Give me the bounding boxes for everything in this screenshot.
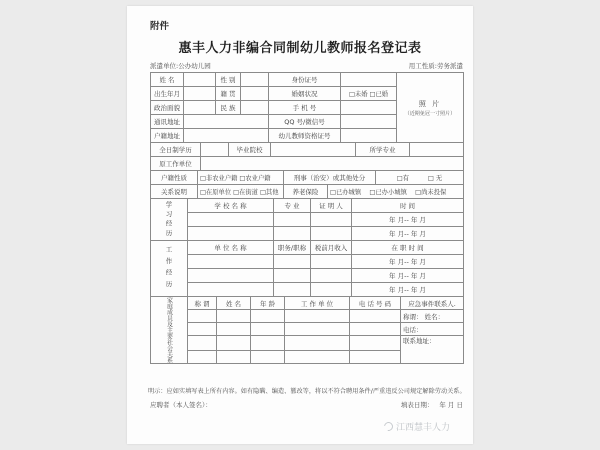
dispatch-unit-label: 派遣单位:公办幼儿园: [150, 62, 211, 70]
birth-input-cell: [184, 87, 216, 101]
work-unit-input-cell: [188, 269, 274, 283]
study-time-header: 时 间: [352, 199, 464, 213]
native-place-input-cell: [241, 87, 269, 101]
family-unit-header: 工 作 单 位: [285, 297, 350, 310]
employment-nature-label: 用工性质:劳务派遣: [408, 62, 463, 70]
table-row: [151, 227, 464, 241]
work-history-table: [150, 240, 464, 297]
study-reference-header: 证 明 人: [311, 199, 352, 213]
work-unit-input-cell: [188, 255, 274, 269]
basic-info-table: [150, 72, 464, 143]
work-income-input-cell: [311, 283, 352, 297]
qq-wechat-label: QQ 号/微信号: [269, 115, 341, 129]
family-name-input-cell: [217, 351, 251, 364]
family-unit-input-cell: [285, 351, 350, 364]
study-time-range: 年 月-- 年 月: [352, 213, 464, 227]
study-time-range: 年 月-- 年 月: [352, 227, 464, 241]
qq-wechat-input-cell: [341, 115, 397, 129]
work-unit-header: 单 位 名 称: [188, 241, 274, 255]
family-relation-input-cell: [188, 336, 217, 351]
pension-checkboxes: □已办城镇 □已办小城镇 □尚未投保: [328, 185, 464, 199]
family-unit-input-cell: [285, 310, 350, 323]
family-relation-input-cell: [188, 351, 217, 364]
emergency-relation-name-line: 称谓： 姓名：: [401, 310, 464, 323]
subheader-row: [150, 61, 463, 70]
hukou-pension-table: [150, 170, 464, 199]
political-label: 政治面貌: [151, 101, 184, 115]
family-name-input-cell: [217, 310, 251, 323]
work-time-header: 在 职 时 间: [352, 241, 464, 255]
gender-label: 性 别: [216, 73, 241, 87]
political-input-cell: [184, 101, 216, 115]
teacher-cert-input-cell: [341, 129, 397, 143]
family-unit-input-cell: [285, 323, 350, 336]
table-row: [151, 157, 464, 171]
mobile-input-cell: [341, 101, 397, 115]
punishment-checkboxes: □有 □ 无: [376, 171, 464, 185]
study-major-input-cell: [274, 213, 311, 227]
fill-date-label: 填表日期：: [400, 401, 434, 409]
emergency-address-line: 联系地址：: [401, 336, 464, 364]
family-phone-input-cell: [350, 310, 401, 323]
emergency-contact-header: 应急事件联系人.: [401, 297, 464, 310]
id-number-input-cell: [341, 73, 397, 87]
table-row: [151, 143, 464, 157]
family-age-input-cell: [251, 323, 285, 336]
school-input-cell: [271, 143, 356, 157]
address-input-cell: [184, 115, 269, 129]
relation-checkboxes: □在原单位 □在街道 □其他: [198, 185, 284, 199]
family-section-label: 家庭成员及主要社会关系: [151, 297, 188, 364]
family-name-input-cell: [217, 323, 251, 336]
table-row: [151, 213, 464, 227]
photo-label: 照 片: [418, 99, 442, 108]
table-row: [151, 199, 464, 213]
family-age-input-cell: [251, 351, 285, 364]
name-input-cell: [184, 73, 216, 87]
hukou-checkboxes: □非农业户籍 □农业户籍: [198, 171, 284, 185]
work-unit-input-cell: [188, 283, 274, 297]
family-age-header: 年 龄: [251, 297, 285, 310]
work-title-input-cell: [274, 255, 311, 269]
family-name-input-cell: [217, 336, 251, 351]
table-row: [151, 185, 464, 199]
education-input-cell: [201, 143, 229, 157]
marital-label: 婚姻状况: [269, 87, 341, 101]
table-row: [151, 336, 464, 351]
mobile-label: 手 机 号: [269, 101, 341, 115]
family-table: [150, 296, 464, 364]
table-row: [151, 269, 464, 283]
family-phone-input-cell: [350, 323, 401, 336]
work-title-header: 职务/职称: [274, 241, 311, 255]
form-table: [150, 72, 465, 364]
native-place-label: 籍 贯: [216, 87, 241, 101]
study-major-header: 专 业: [274, 199, 311, 213]
family-age-input-cell: [251, 336, 285, 351]
gender-input-cell: [241, 73, 269, 87]
teacher-cert-label: 幼儿教师资格证号: [269, 129, 341, 143]
study-school-input-cell: [188, 227, 274, 241]
birth-label: 出生年月: [151, 87, 184, 101]
family-age-input-cell: [251, 310, 285, 323]
fill-date-placeholder: 年 月 日: [439, 401, 463, 409]
table-row: [151, 297, 464, 310]
watermark-text: 江西慧丰人力: [396, 423, 451, 433]
relation-note-label: 关系说明: [151, 185, 198, 199]
study-school-header: 学 校 名 称: [188, 199, 274, 213]
photo-box: [397, 73, 464, 143]
work-time-range: 年 月-- 年 月: [352, 255, 464, 269]
household-address-input-cell: [184, 129, 269, 143]
emergency-phone-line: 电话：: [401, 323, 464, 336]
study-section-label: 学习经历: [151, 199, 188, 241]
work-income-header: 税前月收入: [311, 241, 352, 255]
fill-date: [395, 400, 463, 409]
family-unit-input-cell: [285, 336, 350, 351]
work-income-input-cell: [311, 255, 352, 269]
former-employer-label: 原工作单位: [151, 157, 201, 171]
study-school-input-cell: [188, 213, 274, 227]
education-label: 全日制学历: [151, 143, 201, 157]
document-page: [127, 6, 473, 444]
family-relation-input-cell: [188, 310, 217, 323]
study-reference-input-cell: [311, 227, 352, 241]
form-title: 惠丰人力非编合同制幼儿教师报名登记表: [178, 41, 422, 56]
hukou-type-label: 户籍性质: [151, 171, 198, 185]
study-major-input-cell: [274, 227, 311, 241]
notice-text: 明示：应如实填写表上所有内容。如有隐瞒、编造、篡改等，将以不符合聘用条件/严重违反公司规定解除劳动关系。: [148, 388, 466, 395]
table-row: [151, 171, 464, 185]
table-row: [151, 310, 464, 323]
study-history-table: [150, 198, 464, 241]
applicant-signature-label: 应聘者（本人签名）：: [150, 401, 212, 409]
name-label: 姓 名: [151, 73, 184, 87]
table-row: [151, 73, 464, 87]
watermark-logo-icon: [382, 420, 395, 433]
family-phone-input-cell: [350, 336, 401, 351]
attachment-label: 附件: [150, 21, 170, 32]
pension-label: 养老保险: [284, 185, 328, 199]
major-input-cell: [410, 143, 464, 157]
photo-note: （近期免冠一寸照片）: [404, 110, 456, 117]
ethnic-input-cell: [241, 101, 269, 115]
school-label: 毕业院校: [229, 143, 271, 157]
work-time-range: 年 月-- 年 月: [352, 283, 464, 297]
signature-row: [150, 400, 463, 409]
work-time-range: 年 月-- 年 月: [352, 269, 464, 283]
address-label: 通讯地址: [151, 115, 184, 129]
family-relation-input-cell: [188, 323, 217, 336]
study-reference-input-cell: [311, 213, 352, 227]
table-row: [151, 255, 464, 269]
marital-checkboxes: □未婚 □已婚: [341, 87, 397, 101]
ethnic-label: 民 族: [216, 101, 241, 115]
major-label: 所学专业: [356, 143, 410, 157]
work-section-label: 工作经历: [151, 241, 188, 297]
former-employer-table: [150, 156, 464, 171]
family-phone-header: 电 话 号 码: [350, 297, 401, 310]
family-relation-header: 称 谓: [188, 297, 217, 310]
work-title-input-cell: [274, 269, 311, 283]
table-row: [151, 323, 464, 336]
table-row: [151, 283, 464, 297]
former-employer-input-cell: [201, 157, 464, 171]
work-income-input-cell: [311, 269, 352, 283]
education-table: [150, 142, 464, 157]
punishment-label: 刑事（治安）或其他处分: [284, 171, 376, 185]
work-title-input-cell: [274, 283, 311, 297]
household-address-label: 户籍地址: [151, 129, 184, 143]
id-number-label: 身份证号: [269, 73, 341, 87]
family-name-header: 姓 名: [217, 297, 251, 310]
table-row: [151, 241, 464, 255]
family-phone-input-cell: [350, 351, 401, 364]
watermark: [384, 420, 450, 433]
